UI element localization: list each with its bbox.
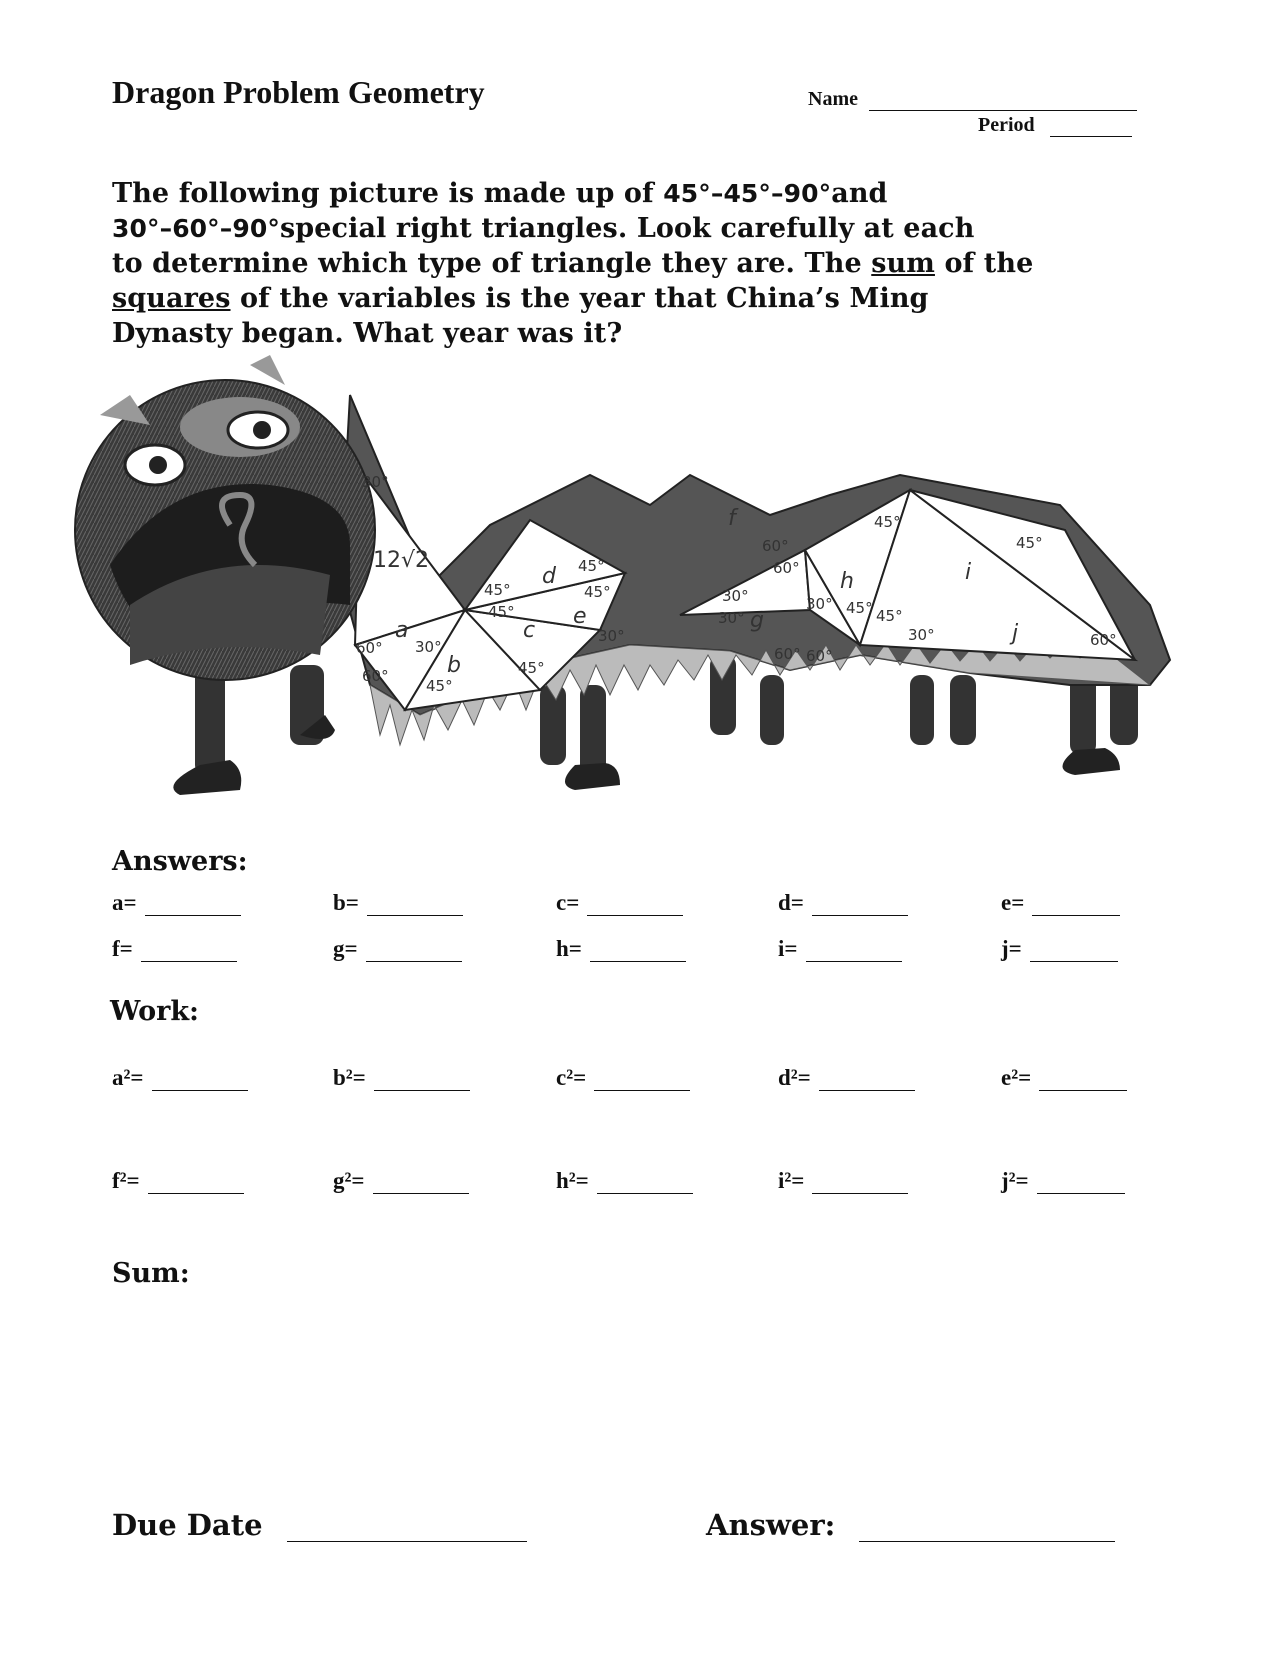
work-label: e²= — [1001, 1065, 1032, 1090]
variable-j: j — [1012, 621, 1019, 646]
intro-text: to determine which type of triangle they are. The — [112, 248, 872, 279]
answer-label: b= — [333, 890, 359, 915]
answer-a[interactable] — [112, 890, 241, 916]
answer-label: e= — [1001, 890, 1025, 915]
answer-blank[interactable] — [806, 939, 902, 962]
angle-spec-45-45-90: 45°–45°–90° — [663, 179, 832, 208]
due-date-label: Due Date — [112, 1508, 263, 1542]
answer-blank[interactable] — [590, 939, 686, 962]
intro-text: of the variables is the year that China’s Ming — [230, 283, 929, 314]
page-title: Dragon Problem Geometry — [112, 74, 485, 110]
period-label: Period — [978, 114, 1035, 136]
answer-label: a= — [112, 890, 137, 915]
work-h-squared[interactable] — [556, 1168, 693, 1194]
variable-h: h — [840, 569, 854, 594]
work-label: g²= — [333, 1168, 365, 1193]
work-d-squared[interactable] — [778, 1065, 915, 1091]
work-blank[interactable] — [812, 1171, 908, 1194]
answer-e[interactable] — [1001, 890, 1120, 916]
work-blank[interactable] — [819, 1068, 915, 1091]
work-blank[interactable] — [597, 1171, 693, 1194]
answer-d[interactable] — [778, 890, 908, 916]
answers-heading: Answers: — [112, 846, 248, 877]
work-blank[interactable] — [152, 1068, 248, 1091]
answer-b[interactable] — [333, 890, 463, 916]
angle-label: 45° — [874, 513, 901, 531]
work-blank[interactable] — [1037, 1171, 1125, 1194]
angle-label: 60° — [1090, 631, 1117, 649]
angle-label: 30° — [806, 595, 833, 613]
work-g-squared[interactable] — [333, 1168, 469, 1194]
work-i-squared[interactable] — [778, 1168, 908, 1194]
angle-label: 45° — [578, 557, 605, 575]
work-blank[interactable] — [1039, 1068, 1127, 1091]
dragon-head — [75, 355, 375, 680]
answer-blank[interactable] — [812, 893, 908, 916]
angle-label: 30° — [598, 627, 625, 645]
work-blank[interactable] — [374, 1068, 470, 1091]
answer-label: h= — [556, 936, 582, 961]
work-label: c²= — [556, 1065, 587, 1090]
final-answer-blank[interactable] — [859, 1513, 1115, 1542]
variable-f: f — [728, 506, 736, 531]
name-label: Name — [808, 88, 858, 110]
dragon-figure — [70, 355, 1230, 825]
angle-label: 60° — [362, 667, 389, 685]
intro-text: and — [831, 178, 888, 209]
variable-d: d — [542, 564, 556, 589]
answer-blank[interactable] — [145, 893, 241, 916]
angle-label: 45° — [584, 583, 611, 601]
variable-a: a — [395, 618, 409, 643]
angle-label: 60° — [773, 559, 800, 577]
variable-g: g — [750, 608, 764, 633]
answer-h[interactable] — [556, 936, 686, 962]
answer-label: d= — [778, 890, 804, 915]
answer-c[interactable] — [556, 890, 683, 916]
work-a-squared[interactable] — [112, 1065, 248, 1091]
work-c-squared[interactable] — [556, 1065, 690, 1091]
instructions-paragraph — [112, 176, 1042, 351]
work-label: b²= — [333, 1065, 366, 1090]
angle-label: 45° — [484, 581, 511, 599]
angle-label: 30° — [908, 626, 935, 644]
given-length-label: 12√2 — [373, 548, 430, 573]
answer-f[interactable] — [112, 936, 237, 962]
answer-blank[interactable] — [367, 893, 463, 916]
work-label: d²= — [778, 1065, 811, 1090]
answer-g[interactable] — [333, 936, 462, 962]
intro-text: The following picture is made up of — [112, 178, 664, 209]
due-date-field[interactable] — [112, 1508, 527, 1542]
angle-label: 60° — [806, 647, 833, 665]
work-e-squared[interactable] — [1001, 1065, 1127, 1091]
answer-blank[interactable] — [141, 939, 237, 962]
angle-label: 60° — [774, 645, 801, 663]
sum-heading: Sum: — [112, 1258, 190, 1289]
period-blank[interactable] — [1050, 116, 1132, 137]
work-label: f²= — [112, 1168, 140, 1193]
angle-label: 60° — [356, 639, 383, 657]
work-b-squared[interactable] — [333, 1065, 470, 1091]
work-blank[interactable] — [148, 1171, 244, 1194]
final-answer-label: Answer: — [706, 1508, 836, 1542]
intro-text: of the — [934, 248, 1034, 279]
answer-label: f= — [112, 936, 133, 961]
work-blank[interactable] — [594, 1068, 690, 1091]
answer-i[interactable] — [778, 936, 902, 962]
answer-label: c= — [556, 890, 580, 915]
name-blank[interactable] — [869, 90, 1137, 111]
angle-label: 45° — [518, 659, 545, 677]
work-heading: Work: — [110, 996, 200, 1027]
angle-label: 60° — [762, 537, 789, 555]
angle-label: 45° — [1016, 534, 1043, 552]
angle-label: 45° — [488, 603, 515, 621]
period-field[interactable] — [978, 114, 1132, 137]
variable-b: b — [447, 653, 461, 678]
angle-label: 30° — [722, 587, 749, 605]
angle-label: 30° — [718, 609, 745, 627]
sum-emphasis: sum — [871, 248, 935, 279]
angle-label: 45° — [426, 677, 453, 695]
intro-text: special right triangles. Look carefully at each — [279, 213, 975, 244]
answer-blank[interactable] — [366, 939, 462, 962]
work-blank[interactable] — [373, 1171, 469, 1194]
final-answer-field[interactable] — [706, 1508, 1115, 1542]
variable-c: c — [523, 618, 536, 643]
answer-label: j= — [1001, 936, 1022, 961]
answer-label: g= — [333, 936, 358, 961]
squares-emphasis: squares — [112, 283, 231, 314]
answer-blank[interactable] — [1030, 939, 1118, 962]
angle-label: 45° — [846, 599, 873, 617]
answer-label: i= — [778, 936, 798, 961]
name-field[interactable] — [808, 88, 1137, 111]
variable-i: i — [965, 560, 972, 585]
angle-label: 30° — [362, 473, 389, 491]
intro-text: Dynasty began. What year was it? — [112, 318, 623, 349]
work-j-squared[interactable] — [1001, 1168, 1125, 1194]
work-label: a²= — [112, 1065, 144, 1090]
angle-spec-30-60-90: 30°–60°–90° — [112, 214, 280, 243]
work-label: j²= — [1001, 1168, 1029, 1193]
work-f-squared[interactable] — [112, 1168, 244, 1194]
work-label: h²= — [556, 1168, 589, 1193]
variable-e: e — [573, 604, 587, 629]
angle-label: 45° — [876, 607, 903, 625]
due-date-blank[interactable] — [287, 1513, 527, 1542]
answer-blank[interactable] — [587, 893, 683, 916]
work-label: i²= — [778, 1168, 805, 1193]
angle-label: 30° — [415, 638, 442, 656]
answer-j[interactable] — [1001, 936, 1118, 962]
answer-blank[interactable] — [1032, 893, 1120, 916]
